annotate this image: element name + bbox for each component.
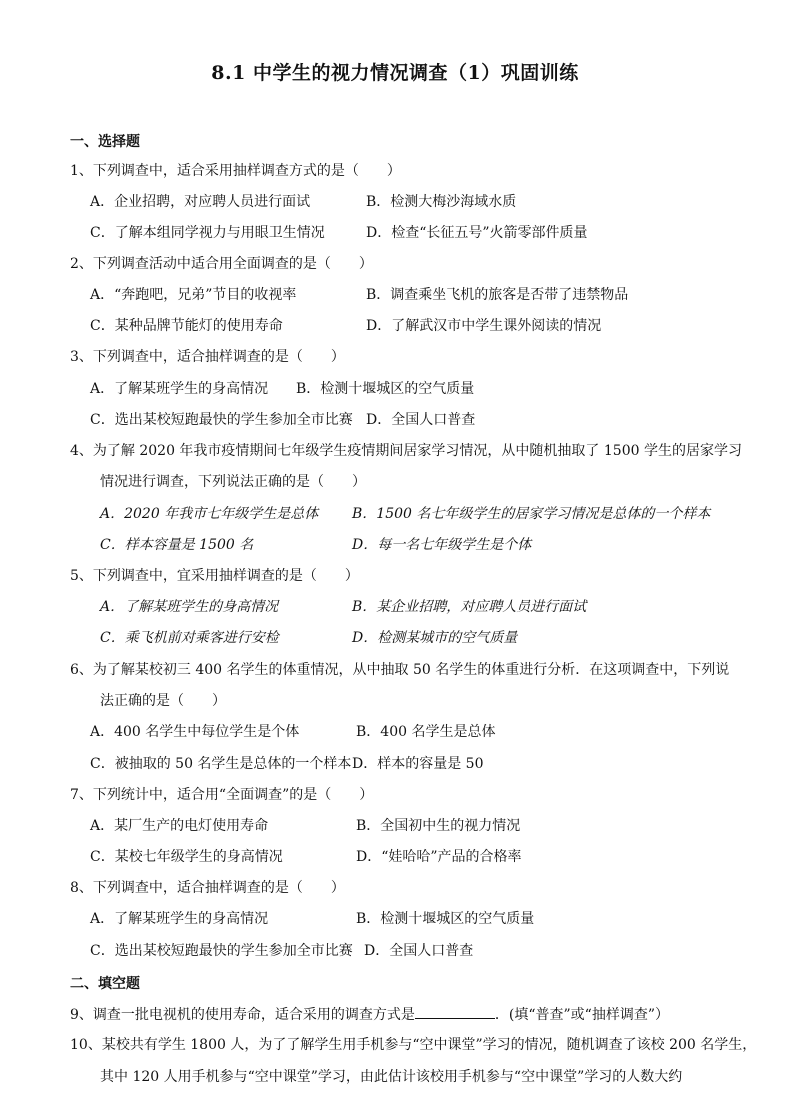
question-1-option-c: C．了解本组同学视力与用眼卫生情况 [90,225,325,241]
question-8-option-d: D．全国人口普查 [364,943,474,959]
question-6-stem-line-1: 6、为了解某校初三 400 名学生的体重情况，从中抽取 50 名学生的体重进行分析．在这项调查中，下列说 [70,662,730,678]
question-1-option-a: A．企业招聘，对应聘人员进行面试 [90,194,311,210]
question-9-stem: 9、调查一批电视机的使用寿命，适合采用的调查方式是 [70,1007,415,1023]
question-6-option-a: A．400 名学生中每位学生是个体 [90,724,300,740]
question-7-option-b: B．全国初中生的视力情况 [356,818,521,834]
question-2-option-d: D．了解武汉市中学生课外阅读的情况 [366,318,602,334]
question-2-stem: 2、下列调查活动中适合用全面调查的是（ ） [70,256,373,272]
page-title: 8.1 中学生的视力情况调查（1）巩固训练 [211,62,579,84]
question-7-stem: 7、下列统计中，适合用“全面调查”的是（ ） [70,787,374,803]
question-9-hint: ．(填“普查”或“抽样调查”） [494,1007,669,1023]
question-7-option-d: D．“娃哈哈”产品的合格率 [356,849,522,865]
question-2-option-b: B．调查乘坐飞机的旅客是否带了违禁物品 [366,287,629,303]
question-8-option-a: A．了解某班学生的身高情况 [90,911,269,927]
question-3-option-c: C．选出某校短跑最快的学生参加全市比赛 [90,412,353,428]
question-1-option-d: D．检查“长征五号”火箭零部件质量 [366,225,588,241]
question-6-option-c: C．被抽取的 50 名学生是总体的一个样本 [90,756,352,772]
question-8-option-c: C．选出某校短跑最快的学生参加全市比赛 [90,943,353,959]
question-6-option-b: B．400 名学生是总体 [356,724,496,740]
question-10-stem-line-2: 其中 120 人用手机参与“空中课堂”学习，由此估计该校用手机参与“空中课堂”学习的人数大约 [100,1069,683,1085]
question-8-stem: 8、下列调查中，适合抽样调查的是（ ） [70,880,345,896]
question-4-option-b: B．1500 名七年级学生的居家学习情况是总体的一个样本 [352,506,711,522]
question-10-stem-line-1: 10、某校共有学生 1800 人，为了了解学生用手机参与“空中课堂”学习的情况，随机调查了该校 200 名学生， [70,1037,757,1053]
question-8-option-b: B．检测十堰城区的空气质量 [356,911,535,927]
question-5-option-d: D．检测某城市的空气质量 [352,630,518,646]
question-7-option-c: C．某校七年级学生的身高情况 [90,849,283,865]
question-3-option-d: D．全国人口普查 [366,412,476,428]
question-5-option-b: B．某企业招聘，对应聘人员进行面试 [352,599,587,615]
question-1-option-b: B．检测大梅沙海域水质 [366,194,517,210]
question-4-stem-line-1: 4、为了解 2020 年我市疫情期间七年级学生疫情期间居家学习情况，从中随机抽取了 1500 学生的居家学习 [70,443,742,459]
section-heading-choice: 一、选择题 [70,134,140,150]
question-4-option-d: D．每一名七年级学生是个体 [352,537,532,553]
question-4-option-a: A．2020 年我市七年级学生是总体 [100,506,319,522]
question-7-option-a: A．某厂生产的电灯使用寿命 [90,818,269,834]
question-4-stem-line-2: 情况进行调查，下列说法正确的是（ ） [100,474,366,490]
question-9 [70,1004,669,1024]
question-3-stem: 3、下列调查中，适合抽样调查的是（ ） [70,349,345,365]
answer-blank[interactable] [415,1004,495,1019]
question-5-option-c: C．乘飞机前对乘客进行安检 [100,630,279,646]
question-6-stem-line-2: 法正确的是（ ） [100,693,226,709]
question-2-option-a: A．“奔跑吧，兄弟”节目的收视率 [90,287,297,303]
question-5-stem: 5、下列调查中，宜采用抽样调查的是（ ） [70,568,359,584]
question-6-option-d: D．样本的容量是 50 [352,756,484,772]
question-3-option-b: B．检测十堰城区的空气质量 [296,381,475,397]
question-3-option-a: A．了解某班学生的身高情况 [90,381,269,397]
question-1-stem: 1、下列调查中，适合采用抽样调查方式的是（ ） [70,163,401,179]
section-heading-fill: 二、填空题 [70,976,140,992]
question-5-option-a: A．了解某班学生的身高情况 [100,599,279,615]
question-2-option-c: C．某种品牌节能灯的使用寿命 [90,318,283,334]
question-4-option-c: C．样本容量是 1500 名 [100,537,254,553]
